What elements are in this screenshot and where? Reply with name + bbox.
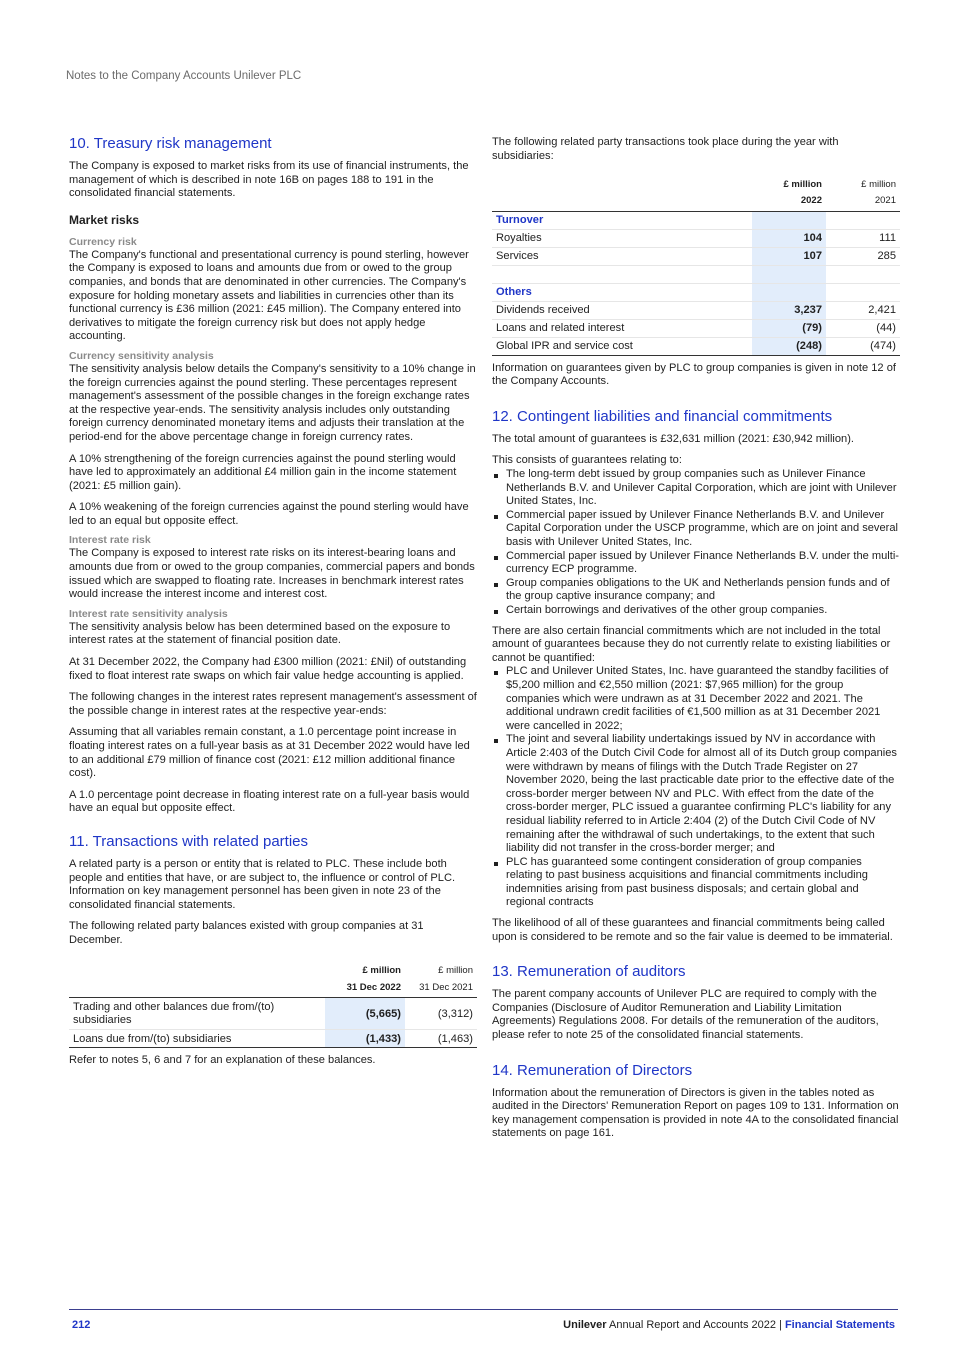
paragraph: The following related party transactions took place during the year with subsidiaries: <box>492 136 839 162</box>
related-party-balances-table <box>69 962 477 1049</box>
label-currency-sensitivity: Currency sensitivity analysis <box>69 349 214 362</box>
right-column <box>492 136 900 1149</box>
group-label: Others <box>492 283 752 301</box>
paragraph: The sensitivity analysis below has been determined based on the exposure to interest rates at the statement of financial position date. <box>69 620 451 647</box>
value-2022: 3,237 <box>752 301 826 319</box>
paragraph: The Company is exposed to interest rate risks on its interest-bearing loans and amounts due from or owed to the group companies, commercial papers and bonds issued which are swapped to floating rate. Increases in benchmark interest rates would increase the interest income and interest cost. <box>69 547 475 601</box>
paragraph: This consists of guarantees relating to: <box>492 454 682 467</box>
running-header: Notes to the Company Accounts Unilever PLC <box>66 70 302 82</box>
paragraph: The total amount of guarantees is £32,631 million (2021: £30,942 million). <box>492 432 854 445</box>
paragraph: Information about the remuneration of Directors is given in the tables noted as audited in the Directors' Remuneration Report on pages 109 to 131. Information on key management compensation is provided in note 4A to the consolidated financial statements on page 161. <box>492 1086 899 1140</box>
value-2022: (1,433) <box>325 1030 405 1048</box>
paragraph: The likelihood of all of these guarantees and financial commitments being called upon is considered to be remote and so the fair value is deemed to be immaterial. <box>492 917 893 943</box>
row-label: Trading and other balances due from/(to) subsidiaries <box>69 998 325 1030</box>
footer-brand: Unilever <box>563 1319 607 1331</box>
unit-header-2021: £ million <box>861 178 896 190</box>
value-2021: (474) <box>826 337 900 355</box>
value-2021: (3,312) <box>405 998 477 1030</box>
value-2022: (248) <box>752 337 826 355</box>
paragraph: Information on guarantees given by PLC to group companies is given in note 12 of the Company Accounts. <box>492 361 896 388</box>
value-2021: 285 <box>826 247 900 265</box>
paragraph: The following changes in the interest rates represent management's assessment of the possible change in interest rates at the respective year-ends: <box>69 691 477 717</box>
value-2022: 107 <box>752 247 826 265</box>
related-party-transactions-table <box>492 175 900 356</box>
row-label: Royalties <box>492 229 752 247</box>
left-column <box>69 134 477 1076</box>
unit-header-2022: £ million <box>362 965 401 977</box>
guarantee-list <box>492 468 900 618</box>
section-title: 14. Remuneration of Directors <box>492 1061 693 1079</box>
list-item: The long-term debt issued by group companies such as Unilever Finance Netherlands B.V. and Unilever Capital Corporation, which are joint with Unilever United States, Inc. <box>492 468 900 509</box>
label-currency-risk: Currency risk <box>69 235 137 248</box>
paragraph: There are also certain financial commitments which are not included in the total amount of guarantees because they do not currently relate to existing liabilities or cannot be quantified: <box>492 624 891 664</box>
table-row <box>492 319 900 337</box>
value-2022: (5,665) <box>325 998 405 1030</box>
list-item: Group companies obligations to the UK and Netherlands pension funds and of the group captive insurance company; and <box>492 577 900 604</box>
group-row-turnover <box>492 211 900 229</box>
column-header-2022: 2022 <box>752 193 826 211</box>
paragraph: A 10% strengthening of the foreign currencies against the pound sterling would have led to approximately an additional £4 million gain in the income statement (2021: £5 million gain). <box>69 452 457 492</box>
list-item: Commercial paper issued by Unilever Finance Netherlands B.V. and Unilever Capital Corporation under the USCP programme, which are on joint and several basis with Unilever United States, Inc. <box>492 509 900 550</box>
row-label: Dividends received <box>492 301 752 319</box>
footer-report: Annual Report and Accounts 2022 | <box>606 1319 785 1331</box>
paragraph: The parent company accounts of Unilever PLC are required to comply with the Companies (Disclosure of Auditor Remuneration and Liability Limitation Agreements) Regulations 2008. For details of the remuneration of the auditors, please refer to note 25 of the consolidated financial statements. <box>492 988 879 1042</box>
column-header-2021: 31 Dec 2021 <box>405 980 477 998</box>
unit-header-2022: £ million <box>783 178 822 190</box>
section-title: 13. Remuneration of auditors <box>492 963 686 981</box>
footer-section-link[interactable]: Financial Statements <box>784 1319 895 1331</box>
unit-header-2021: £ million <box>438 965 473 977</box>
paragraph: The Company's functional and presentational currency is pound sterling, however the Company is exposed to loans and amounts due from or owed to the group companies, and bonds that are denominated in other currencies. The Company's exposure for holding monetary assets and liabilities in currencies other than its functional currency is £36 million (2021: £45 million). The Company entered into derivatives to mitigate the foreign currency risk but does not apply hedge accounting. <box>69 248 469 343</box>
row-label: Global IPR and service cost <box>492 337 752 355</box>
column-header-2022: 31 Dec 2022 <box>325 980 405 998</box>
section-title: 10. Treasury risk management <box>69 135 272 152</box>
paragraph: A 10% weakening of the foreign currencies against the pound sterling would have led to an equal but opposite effect. <box>69 501 469 527</box>
note-10-treasury-risk <box>69 134 477 816</box>
list-item: The joint and several liability undertakings issued by NV in accordance with Article 2:403 of the Dutch Civil Code for almost all of its Dutch group companies were withdrawn by means of filings with the Dutch Trade Register on 27 November 2020, being the last practicable date prior to the effective date of the cross-border merger between NV and PLC. With effect from the date of the cross-border merger, PLC issued a guarantee confirming PLC's liability for any residual liability referred to in Article 2:404 (2) of the Dutch Civil Code of NV remaining after the withdrawal of such undertakings, to the extent that such liability did not transfer in the cross-border merger; and <box>492 733 900 855</box>
note-12-contingent-liabilities <box>492 407 900 944</box>
footer-divider <box>69 1309 898 1310</box>
paragraph: Assuming that all variables remain constant, a 1.0 percentage point increase in floating interest rates on a full-year basis as at 31 December 2022 would have led to an additional £79 million of finance cost (2021: £12 million additional finance cost). <box>69 726 470 780</box>
table-row <box>492 247 900 265</box>
note-14-directors <box>492 1061 900 1141</box>
label-interest-rate-risk: Interest rate risk <box>69 534 151 547</box>
paragraph: The sensitivity analysis below details the Company's sensitivity to a 10% change in the foreign currencies against the pound sterling. These percentages represent management's assessment of the possible changes in the foreign exchange rates at the respective year-ends. The sensitivity analysis includes only outstanding foreign currency denominated monetary items and adjusts their translation at the period-end for the above percentage change in foreign currency rates. <box>69 362 476 443</box>
footer-title <box>563 1319 895 1331</box>
paragraph: At 31 December 2022, the Company had £300 million (2021: £Nil) of outstanding fixed to float interest rate swaps on which fair value hedge accounting is applied. <box>69 656 467 682</box>
list-item: PLC and Unilever United States, Inc. have guaranteed the standby facilities of $5,200 million and €2,550 million (2021: $7,965 million) for the group companies which were undrawn as at 31 December 2022 and 2021. The additional undrawn credit facilities of €1,500 million as at 31 December 2021 were cancelled in 2022; <box>492 665 900 733</box>
value-2021: (44) <box>826 319 900 337</box>
group-label: Turnover <box>492 211 752 229</box>
section-title: 11. Transactions with related parties <box>69 832 309 850</box>
column-header-2021: 2021 <box>826 193 900 211</box>
paragraph: A related party is a person or entity that is related to PLC. These include both people and entities that have, or are subject to, the influence or control of PLC. Information on key management personnel has been given in note 23 of the consolidated financial statements. <box>69 857 456 911</box>
list-item: Certain borrowings and derivatives of the other group companies. <box>492 604 900 618</box>
table-row <box>69 998 477 1030</box>
table-row <box>492 337 900 355</box>
value-2021: 111 <box>826 229 900 247</box>
row-label: Loans and related interest <box>492 319 752 337</box>
paragraph: A 1.0 percentage point decrease in floating interest rate on a full-year basis would have an equal but opposite effect. <box>69 788 470 815</box>
value-2021: (1,463) <box>405 1030 477 1048</box>
row-label: Loans due from/(to) subsidiaries <box>69 1030 325 1048</box>
list-item: PLC has guaranteed some contingent consideration of group companies relating to past business acquisitions and financial commitments including indemnities arising from past business disposals; and certain global and regional contracts <box>492 856 900 910</box>
table-row <box>492 229 900 247</box>
commitment-list <box>492 665 900 910</box>
value-2021: 2,421 <box>826 301 900 319</box>
note-13-auditors <box>492 962 900 1042</box>
section-title: 12. Contingent liabilities and financial commitments <box>492 407 833 425</box>
spacer-row <box>492 265 900 283</box>
note-11-related-parties <box>69 832 477 1068</box>
group-row-others <box>492 283 900 301</box>
row-label: Services <box>492 247 752 265</box>
label-interest-sensitivity: Interest rate sensitivity analysis <box>69 607 228 620</box>
paragraph: Refer to notes 5, 6 and 7 for an explanation of these balances. <box>69 1054 376 1067</box>
paragraph: The following related party balances existed with group companies at 31 December. <box>69 920 424 946</box>
table-row <box>492 301 900 319</box>
value-2022: (79) <box>752 319 826 337</box>
paragraph: The Company is exposed to market risks from its use of financial instruments, the management of which is described in note 16B on pages 188 to 191 in the consolidated financial statements. <box>69 160 469 200</box>
subheading-market-risks: Market risks <box>69 212 140 227</box>
list-item: Commercial paper issued by Unilever Finance Netherlands B.V. under the multi-currency ECP programme. <box>492 550 900 577</box>
value-2022: 104 <box>752 229 826 247</box>
table-row <box>69 1030 477 1048</box>
page-number: 212 <box>72 1319 91 1331</box>
